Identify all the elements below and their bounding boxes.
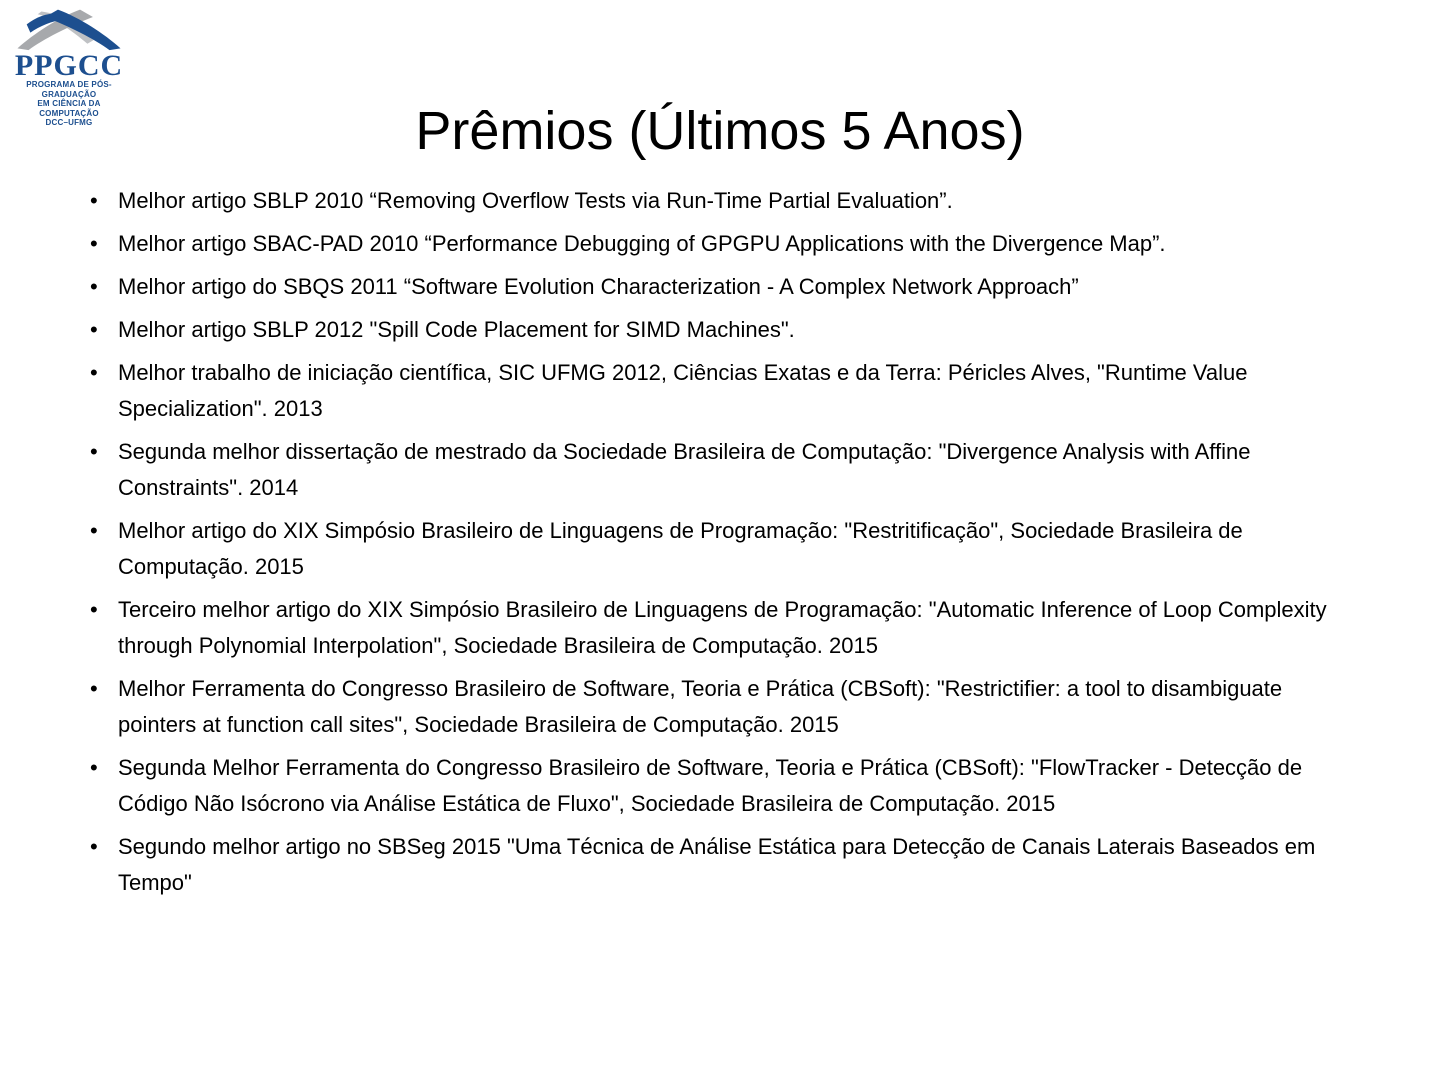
awards-list: [90, 183, 1362, 908]
bullet-marker: •: [90, 360, 98, 385]
logo-acronym: PPGCC: [14, 49, 124, 82]
award-text: Segunda Melhor Ferramenta do Congresso Brasileiro de Software, Teoria e Prática (CBSoft): "FlowTracker - Detecção de Código Não Isócrono via Análise Estática de Fluxo", Sociedade Brasileira de Computação. 2015: [118, 755, 1303, 816]
award-item: [90, 671, 1362, 743]
award-item: [90, 312, 1362, 348]
page-title: Prêmios (Últimos 5 Anos): [415, 101, 1025, 162]
award-item: [90, 269, 1362, 305]
award-text: Segunda melhor dissertação de mestrado da Sociedade Brasileira de Computação: "Divergence Analysis with Affine Constraints". 2014: [118, 439, 1251, 500]
logo-subtitle-line1: PROGRAMA DE PÓS-GRADUAÇÃO: [26, 80, 112, 99]
award-item: [90, 355, 1362, 427]
bullet-marker: •: [90, 755, 98, 780]
logo-subtitle-line3: DCC–UFMG: [45, 118, 93, 127]
bullet-marker: •: [90, 231, 98, 256]
award-item: [90, 513, 1362, 585]
bullet-marker: •: [90, 439, 98, 464]
award-text: Melhor artigo SBLP 2010 “Removing Overflow Tests via Run-Time Partial Evaluation”.: [118, 188, 953, 213]
bullet-marker: •: [90, 676, 98, 701]
bullet-marker: •: [90, 518, 98, 543]
bullet-marker: •: [90, 597, 98, 622]
bullet-marker: •: [90, 274, 98, 299]
award-text: Terceiro melhor artigo do XIX Simpósio Brasileiro de Linguagens de Programação: "Automatic Inference of Loop Complexity through Polynomial Interpolation", Sociedade Brasileira de Computação. 2015: [118, 597, 1327, 658]
award-text: Melhor artigo do XIX Simpósio Brasileiro de Linguagens de Programação: "Restritificação", Sociedade Brasileira de Computação. 2015: [118, 518, 1243, 579]
award-text: Melhor artigo SBLP 2012 "Spill Code Placement for SIMD Machines".: [118, 317, 795, 342]
award-item: [90, 434, 1362, 506]
award-text: Melhor trabalho de iniciação científica, SIC UFMG 2012, Ciências Exatas e da Terra: Péricles Alves, "Runtime Value Specialization". 2013: [118, 360, 1248, 421]
bullet-marker: •: [90, 834, 98, 859]
award-text: Melhor Ferramenta do Congresso Brasileiro de Software, Teoria e Prática (CBSoft): "Restrictifier: a tool to disambiguate pointers at function call sites", Sociedade Brasileira de Computação. 2015: [118, 676, 1283, 737]
logo-subtitle-line2: EM CIÊNCIA DA COMPUTAÇÃO: [37, 99, 101, 118]
award-item: [90, 750, 1362, 822]
award-item: [90, 829, 1362, 901]
award-text: Melhor artigo SBAC-PAD 2010 “Performance Debugging of GPGPU Applications with the Divergence Map”.: [118, 231, 1166, 256]
award-item: [90, 226, 1362, 262]
award-text: Segundo melhor artigo no SBSeg 2015 "Uma Técnica de Análise Estática para Detecção de Canais Laterais Baseados em Tempo": [118, 834, 1316, 895]
bullet-marker: •: [90, 317, 98, 342]
award-item: [90, 183, 1362, 219]
award-text: Melhor artigo do SBQS 2011 “Software Evolution Characterization - A Complex Network Approach”: [118, 274, 1079, 299]
award-item: [90, 592, 1362, 664]
ppgcc-sails-icon: [10, 6, 128, 52]
bullet-marker: •: [90, 188, 98, 213]
